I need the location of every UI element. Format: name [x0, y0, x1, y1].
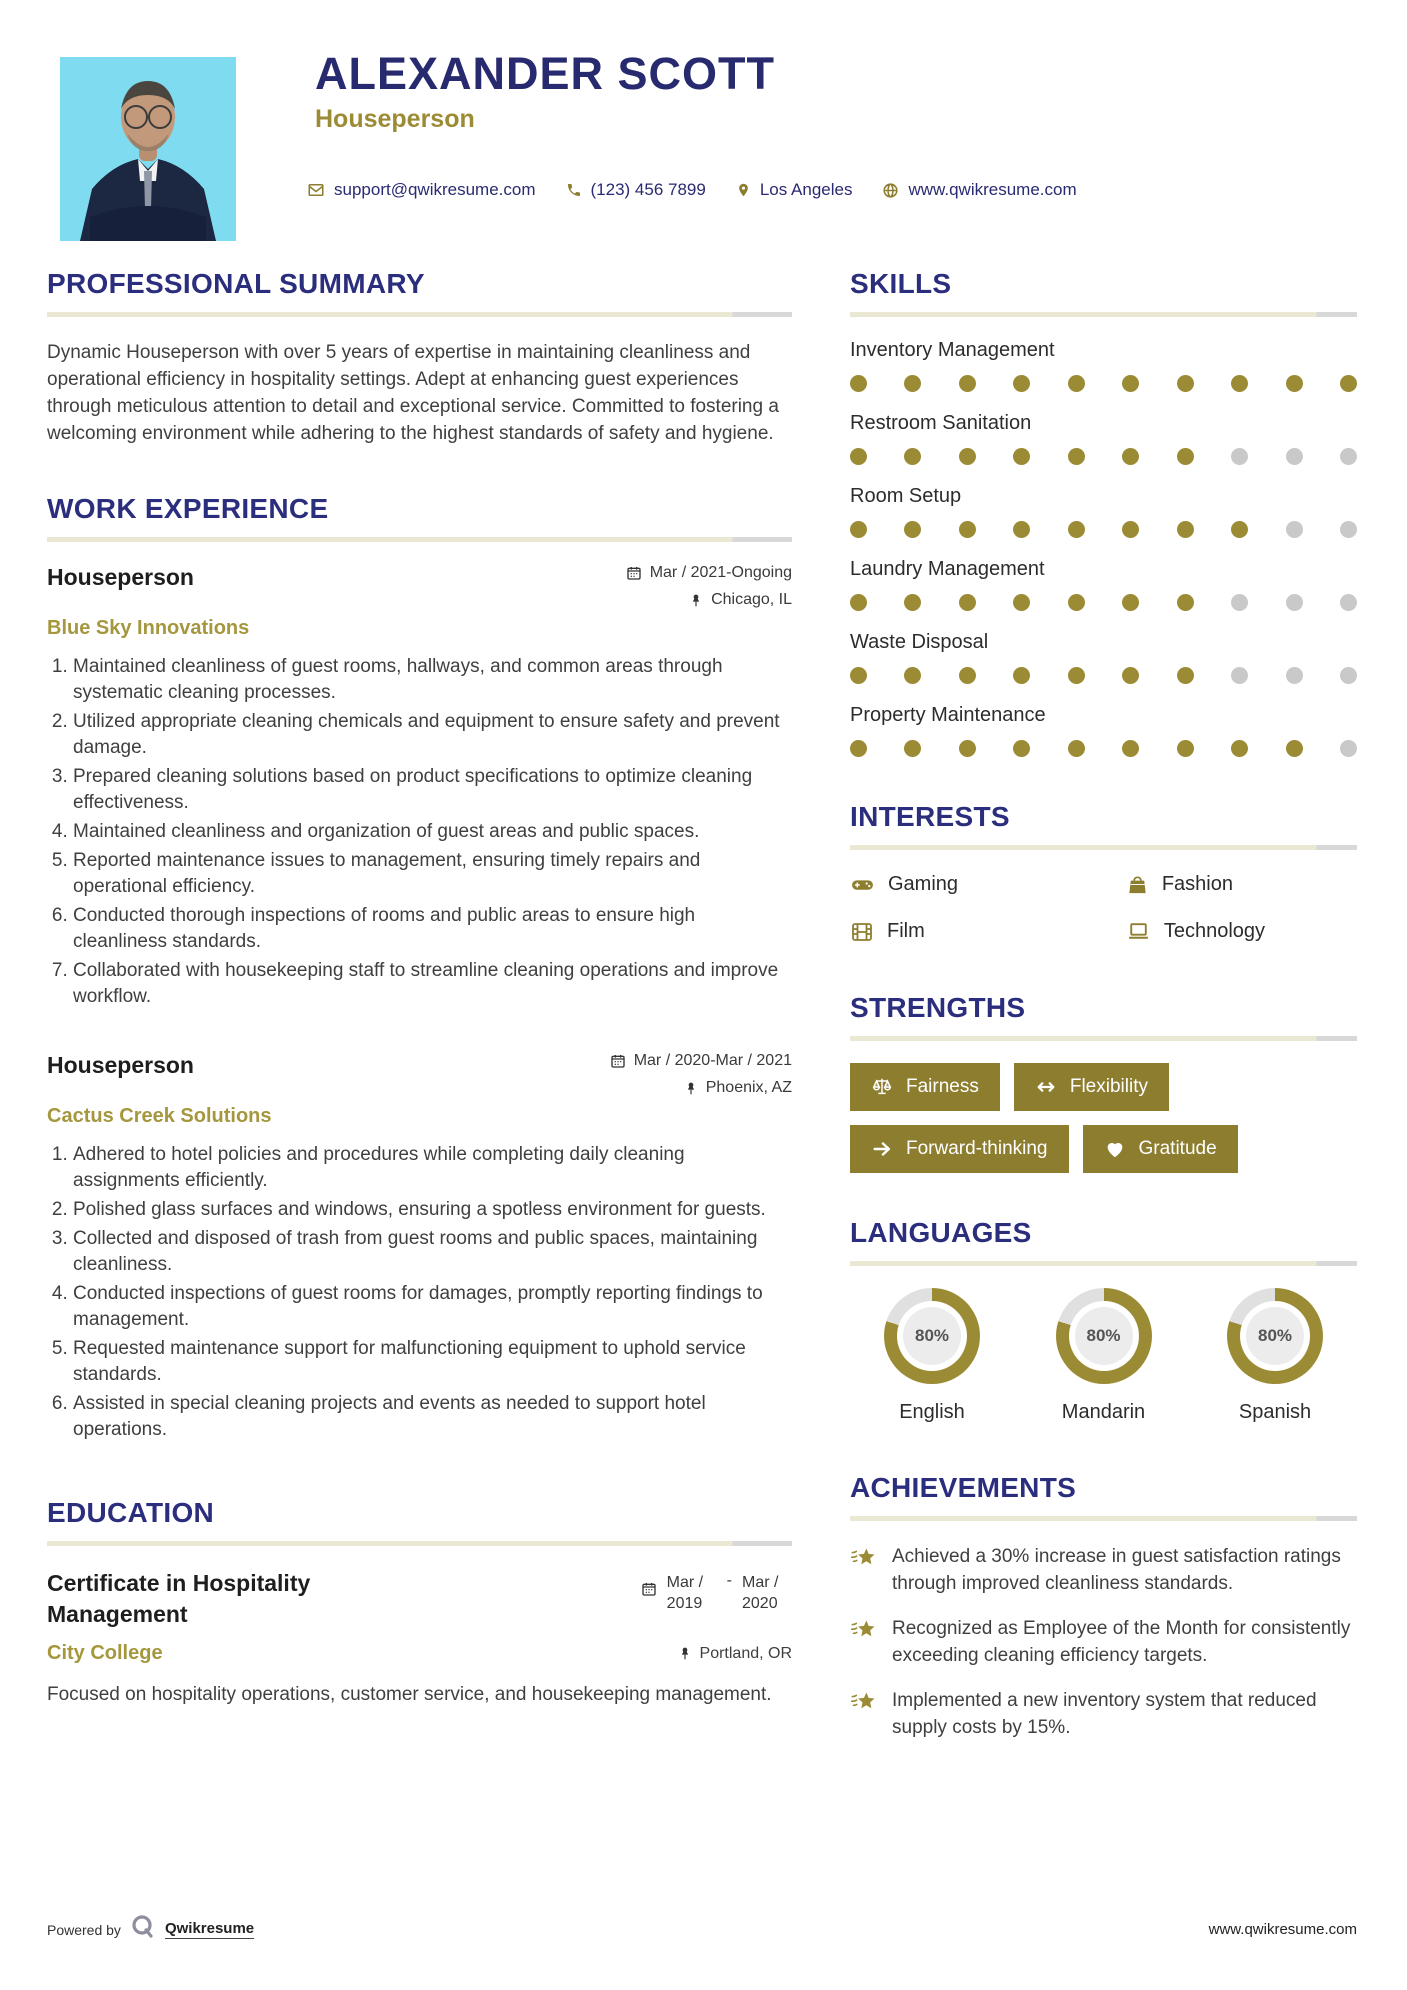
skill-name: Waste Disposal [850, 631, 989, 653]
donut-hole [1069, 1301, 1139, 1371]
job-date-text: Mar / 2021-Ongoing [649, 564, 792, 581]
location-pin-icon [736, 182, 751, 198]
education-degree: Certificate in Hospitality Management [47, 1570, 311, 1627]
powered-by-label: Powered by [47, 1921, 121, 1938]
skill-dot [1340, 521, 1357, 538]
scales-icon [871, 1076, 893, 1098]
skill-dot [1231, 594, 1248, 611]
pushpin-icon [689, 593, 703, 608]
left-right-arrow-icon [1035, 1076, 1057, 1098]
section-divider [850, 312, 1357, 317]
language-mandarin [1026, 1288, 1182, 1424]
skill-dot [1177, 594, 1194, 611]
job-bullet: 1. Maintained cleanliness of guest rooms, hallways, and common areas through systematic cleaning processes. [73, 654, 792, 706]
skill-name: Property Maintenance [850, 704, 1046, 726]
skill-dot [1286, 667, 1303, 684]
contact-email-text: support@qwikresume.com [334, 180, 536, 199]
skill-rating-dots [850, 667, 1357, 684]
skill-rating-dots [850, 375, 1357, 392]
education-header [47, 1568, 792, 1630]
job-company: Blue Sky Innovations [47, 617, 250, 639]
language-donut [1227, 1288, 1323, 1384]
skill-dot [1068, 667, 1085, 684]
contact-phone[interactable] [566, 180, 706, 200]
section-work-experience [47, 493, 792, 1443]
skill-dot [1013, 740, 1030, 757]
skill-dot [1122, 740, 1139, 757]
interest-gaming [850, 872, 1116, 897]
skill-rating-dots [850, 448, 1357, 465]
section-divider [47, 312, 792, 317]
achievement-item [850, 1543, 1357, 1597]
skill-dot [850, 521, 867, 538]
powered-by [47, 1913, 254, 1946]
contact-row [307, 180, 1077, 200]
summary-text: Dynamic Houseperson with over 5 years of expertise in maintaining cleanliness and operational efficiency in hospitality settings. Adept at enhancing guest experiences through meticulous attention to detail and exceptional service. Committed to fostering a welcoming environment while adhering to the highest standards of safety and hygiene. [47, 342, 779, 444]
skill-dot [1122, 594, 1139, 611]
skill-dot [1068, 448, 1085, 465]
skill-dot [850, 740, 867, 757]
contact-phone-text: (123) 456 7899 [590, 180, 706, 199]
calendar-icon [610, 1053, 626, 1069]
skill-dot [1068, 521, 1085, 538]
right-column [850, 268, 1357, 1759]
achievement-item [850, 1615, 1357, 1669]
language-label: Spanish [1238, 1401, 1312, 1423]
pushpin-icon [684, 1081, 698, 1096]
skill-dot [1013, 667, 1030, 684]
section-achievements [850, 1472, 1357, 1741]
language-donut [884, 1288, 980, 1384]
skill-dot [1068, 375, 1085, 392]
job-bullet: 3. Prepared cleaning solutions based on product specifications to optimize cleaning effectiveness. [73, 764, 792, 816]
calendar-icon [641, 1581, 657, 1597]
skill-rating-dots [850, 521, 1357, 538]
skill-dot [1177, 375, 1194, 392]
skill-dot [1286, 740, 1303, 757]
job-entry [47, 564, 792, 1010]
interest-fashion [1126, 872, 1357, 897]
job-bullet: 2. Utilized appropriate cleaning chemicals and equipment to ensure safety and prevent damage. [73, 709, 792, 761]
strength-label: Forward-thinking [906, 1138, 1048, 1159]
achievement-text: Recognized as Employee of the Month for consistently exceeding cleaning efficiency targets. [892, 1618, 1351, 1666]
skill-dot [904, 521, 921, 538]
skill-dot [1340, 594, 1357, 611]
job-location-text: Chicago, IL [711, 591, 792, 608]
language-english [854, 1288, 1010, 1424]
skill-dot [1177, 740, 1194, 757]
education-location-text: Portland, OR [699, 1644, 792, 1662]
languages-list [850, 1288, 1357, 1424]
strength-gratitude [1083, 1125, 1238, 1173]
skill-dot [1286, 448, 1303, 465]
person-name: ALEXANDER SCOTT [315, 48, 776, 99]
skill-dot [1068, 740, 1085, 757]
skill-dot [1286, 521, 1303, 538]
profile-photo-illustration [60, 57, 236, 241]
achievements-list [850, 1543, 1357, 1741]
section-divider [850, 845, 1357, 850]
shooting-star-icon [850, 1689, 878, 1741]
job-meta [610, 1052, 792, 1097]
job-bullet: 1. Adhered to hotel policies and procedures while completing daily cleaning assignments efficiently. [73, 1142, 792, 1194]
job-bullet-list [47, 654, 792, 1010]
skill-dot [1068, 594, 1085, 611]
section-interests [850, 801, 1357, 944]
skill-name: Inventory Management [850, 339, 1055, 361]
skill-item [850, 339, 1357, 392]
skill-dot [1231, 667, 1248, 684]
strength-label: Gratitude [1138, 1138, 1217, 1159]
skill-dot [1231, 521, 1248, 538]
languages-heading: LANGUAGES [850, 1217, 1032, 1248]
footer-website-link[interactable]: www.qwikresume.com [1208, 1921, 1357, 1938]
skill-dot [1340, 740, 1357, 757]
language-percent: 80% [1075, 1307, 1133, 1365]
skill-dot [1286, 594, 1303, 611]
achievements-heading: ACHIEVEMENTS [850, 1472, 1077, 1503]
contact-website[interactable] [882, 180, 1076, 200]
skill-dot [1013, 375, 1030, 392]
shooting-star-icon [850, 1617, 878, 1669]
right-arrow-icon [871, 1138, 893, 1160]
donut-hole [897, 1301, 967, 1371]
skill-rating-dots [850, 740, 1357, 757]
job-date [626, 564, 792, 582]
skill-dot [959, 521, 976, 538]
laptop-icon [1126, 919, 1151, 944]
gamepad-icon [850, 872, 875, 897]
header [0, 0, 1407, 238]
section-divider [47, 1541, 792, 1546]
job-location-text: Phoenix, AZ [705, 1079, 792, 1096]
strength-forward-thinking [850, 1125, 1069, 1173]
job-meta [626, 564, 792, 609]
skill-dot [1286, 375, 1303, 392]
skill-dot [1013, 594, 1030, 611]
skill-dot [904, 594, 921, 611]
person-job-title: Houseperson [315, 105, 475, 134]
education-date-start: Mar / 2019 [666, 1574, 704, 1612]
language-percent: 80% [903, 1307, 961, 1365]
skill-dot [904, 667, 921, 684]
skill-name: Laundry Management [850, 558, 1045, 580]
interest-label: Technology [1163, 920, 1266, 942]
strength-fairness [850, 1063, 1000, 1111]
contact-email[interactable] [307, 180, 536, 200]
education-heading: EDUCATION [47, 1497, 215, 1528]
summary-heading: PROFESSIONAL SUMMARY [47, 268, 425, 299]
education-location [678, 1645, 792, 1663]
skill-dot [1177, 667, 1194, 684]
donut-hole [1240, 1301, 1310, 1371]
section-skills [850, 268, 1357, 757]
calendar-icon [626, 565, 642, 581]
interest-technology [1126, 919, 1357, 944]
skill-dot [904, 375, 921, 392]
job-entry [47, 1052, 792, 1443]
skill-item [850, 485, 1357, 538]
skill-rating-dots [850, 594, 1357, 611]
language-label: Mandarin [1061, 1401, 1146, 1423]
skill-dot [959, 667, 976, 684]
skill-dot [1340, 375, 1357, 392]
strength-flexibility [1014, 1063, 1169, 1111]
contact-location-text: Los Angeles [759, 180, 853, 199]
skill-dot [1231, 740, 1248, 757]
heart-icon [1104, 1138, 1126, 1160]
skill-dot [959, 594, 976, 611]
work-heading: WORK EXPERIENCE [47, 493, 329, 524]
globe-icon [882, 182, 899, 199]
job-company: Cactus Creek Solutions [47, 1105, 272, 1127]
contact-website-text: www.qwikresume.com [908, 180, 1077, 199]
skill-dot [1177, 448, 1194, 465]
job-date [610, 1052, 792, 1070]
job-title: Houseperson [47, 1052, 194, 1078]
left-column [47, 268, 792, 1759]
job-bullet-list [47, 1142, 792, 1443]
skill-dot [959, 375, 976, 392]
job-header [47, 1052, 792, 1097]
skill-dot [1122, 521, 1139, 538]
language-label: English [899, 1401, 965, 1423]
section-strengths [850, 992, 1357, 1173]
language-donut [1056, 1288, 1152, 1384]
skill-item [850, 558, 1357, 611]
section-divider [850, 1261, 1357, 1266]
skill-dot [1340, 667, 1357, 684]
job-bullet: 5. Reported maintenance issues to management, ensuring timely repairs and operational efficiency. [73, 848, 792, 900]
interest-label: Fashion [1161, 873, 1233, 895]
skills-list [850, 339, 1357, 757]
interest-label: Gaming [888, 873, 959, 895]
skill-dot [850, 448, 867, 465]
job-bullet: 7. Collaborated with housekeeping staff to streamline cleaning operations and improve workflow. [73, 958, 792, 1010]
footer [0, 1913, 1407, 1990]
section-divider [850, 1036, 1357, 1041]
job-title: Houseperson [47, 564, 194, 590]
skill-dot [1122, 375, 1139, 392]
interest-label: Film [887, 920, 925, 942]
qwikresume-brand-link[interactable]: Qwikresume [164, 1920, 255, 1937]
job-bullet: 2. Polished glass surfaces and windows, ensuring a spotless environment for guests. [73, 1197, 792, 1223]
identity-block [315, 50, 775, 134]
education-date-end: Mar / 2020 [742, 1574, 779, 1612]
skill-dot [1013, 448, 1030, 465]
section-divider [850, 1516, 1357, 1521]
education-date-separator: - [726, 1572, 732, 1589]
interest-film [850, 919, 1116, 944]
skill-dot [959, 740, 976, 757]
skill-name: Restroom Sanitation [850, 412, 1032, 434]
job-bullet: 3. Collected and disposed of trash from guest rooms and public spaces, maintaining cleanliness. [73, 1226, 792, 1278]
shopping-bag-icon [1126, 873, 1149, 896]
skill-dot [1340, 448, 1357, 465]
main-content [0, 268, 1407, 1759]
skill-dot [850, 594, 867, 611]
section-education [47, 1497, 792, 1708]
skill-dot [1122, 448, 1139, 465]
email-icon [307, 181, 325, 199]
strengths-heading: STRENGTHS [850, 992, 1026, 1023]
skill-dot [850, 667, 867, 684]
interests-heading: INTERESTS [850, 801, 1010, 832]
qwikresume-logo-icon [130, 1913, 156, 1946]
skill-item [850, 412, 1357, 465]
profile-photo [60, 57, 236, 241]
skill-dot [904, 448, 921, 465]
pushpin-icon [678, 1646, 692, 1661]
language-percent: 80% [1246, 1307, 1304, 1365]
skill-dot [959, 448, 976, 465]
job-header [47, 564, 792, 609]
job-bullet: 5. Requested maintenance support for malfunctioning equipment to uphold service standards. [73, 1336, 792, 1388]
education-subline [47, 1642, 792, 1665]
education-date [641, 1572, 792, 1614]
interests-grid [850, 872, 1357, 944]
skill-dot [1122, 667, 1139, 684]
job-bullet: 6. Conducted thorough inspections of rooms and public areas to ensure high cleanliness standards. [73, 903, 792, 955]
skill-dot [1177, 521, 1194, 538]
job-location [684, 1079, 792, 1097]
phone-icon [566, 182, 582, 198]
skill-dot [904, 740, 921, 757]
section-divider [47, 537, 792, 542]
skill-dot [850, 375, 867, 392]
strengths-list [850, 1063, 1357, 1173]
skill-dot [1231, 375, 1248, 392]
skill-dot [1013, 521, 1030, 538]
film-icon [850, 920, 874, 944]
strength-label: Fairness [906, 1076, 979, 1097]
strength-label: Flexibility [1069, 1076, 1148, 1097]
job-location [689, 591, 792, 609]
shooting-star-icon [850, 1545, 878, 1597]
contact-location [736, 180, 853, 200]
job-bullet: 4. Maintained cleanliness and organization of guest areas and public spaces. [73, 819, 792, 845]
job-list [47, 564, 792, 1443]
achievement-item [850, 1687, 1357, 1741]
skill-item [850, 631, 1357, 684]
language-spanish [1197, 1288, 1353, 1424]
skill-item [850, 704, 1357, 757]
skill-dot [1231, 448, 1248, 465]
job-bullet: 6. Assisted in special cleaning projects and events as needed to support hotel operations. [73, 1391, 792, 1443]
achievement-text: Achieved a 30% increase in guest satisfaction ratings through improved cleanliness standards. [892, 1546, 1341, 1594]
job-date-text: Mar / 2020-Mar / 2021 [633, 1052, 792, 1069]
section-professional-summary [47, 268, 792, 447]
skill-name: Room Setup [850, 485, 962, 507]
education-description: Focused on hospitality operations, customer service, and housekeeping management. [47, 1684, 772, 1705]
section-languages [850, 1217, 1357, 1424]
education-school: City College [47, 1642, 163, 1664]
achievement-text: Implemented a new inventory system that reduced supply costs by 15%. [892, 1690, 1317, 1738]
skills-heading: SKILLS [850, 268, 952, 299]
job-bullet: 4. Conducted inspections of guest rooms for damages, promptly reporting findings to management. [73, 1281, 792, 1333]
